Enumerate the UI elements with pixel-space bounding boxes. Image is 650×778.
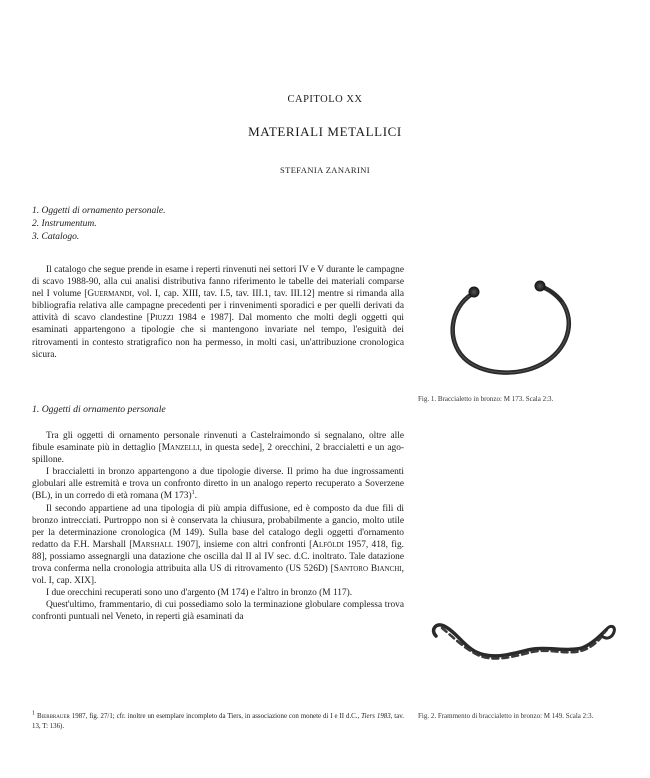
footnote: 1 Bierbrauer 1987, fig. 27/1; cfr. inoltre un esemplare incompleto da Tiers, in associazione con monete di I e II d.C., Tiers 1983, tav. 13, T: 136).: [32, 710, 404, 730]
paragraph: Il secondo appartiene ad una tipologia di più ampia diffusione, ed è composto da due fili di bronzo intrecciati. Purtroppo non si è conservata la chiusura, probabilmente a gancio, molto utile per la determinazione cronologica (M 149). Sulla base del catalogo degli oggetti d'ornamento redatto da F.H. Marshall [Marshall 1907], insieme con altri confronti [Alföldi 1957, 418, fig. 88], possiamo assegnargli una datazione che oscilla dal II al IV sec. d.C. inoltrato. Tale datazione trova conferma nella cronologia attribuita alla US di ritrovamento (US 526D) [Santoro Bianchi, vol. I, cap. XIX].: [32, 503, 404, 587]
chapter-label: CAPITOLO XX: [287, 94, 363, 105]
author-name: STEFANIA ZANARINI: [280, 165, 370, 175]
paragraph: I braccialetti in bronzo appartengono a due tipologie diverse. Il primo ha due ingrossamenti globulari alle estremità e trova un confronto diretto in un analogo reperto recuperato a Soverzene (BL), in un corredo di età romana (M 173)$^1$.: [32, 467, 404, 502]
toc-item: 3. Catalogo.: [32, 232, 80, 242]
figure-1-caption: Fig. 1. Braccialetto in bronzo: M 173. Scala 2:3.: [418, 395, 554, 403]
table-of-contents: [32, 205, 166, 244]
chapter-title: MATERIALI METALLICI: [248, 124, 402, 139]
intro-paragraph: Il catalogo che segue prende in esame i reperti rinvenuti nei settori IV e V durante le campagne di scavo 1988-90, alla cui analisi distributiva fanno riferimento le tabelle dei materiali comparse nel I volume [Guermandi, vol. I, cap. XIII, tav. I.5, tav. III.1, tav. III.12] mentre si rimanda alla bibliografia relativa alle campagne precedenti per i rinvenimenti sporadici e per quelli derivati da attività di scavo clandestine [Piuzzi 1984 e 1987]. Dal momento che molti degli oggetti qui esaminati appartengono a tipologie che si mantengono invariate nel tempo, l'esiguità dei ritrovamenti in contesto stratigrafico non ha permesso, in molti casi, un'attribuzione cronologica sicura.: [32, 265, 404, 360]
figure-2-caption: Fig. 2. Frammento di braccialetto in bronzo: M 149. Scala 2:3.: [418, 712, 594, 720]
paragraph: I due orecchini recuperati sono uno d'argento (M 174) e l'altro in bronzo (M 117).: [46, 588, 353, 599]
toc-item: 2. Instrumentum.: [32, 219, 97, 229]
paragraph: Quest'ultimo, frammentario, di cui possediamo solo la terminazione globulare complessa trova confronti puntuali nel Veneto, in reperti già esaminati da: [32, 600, 404, 623]
paragraph: Tra gli oggetti di ornamento personale rinvenuti a Castelraimondo si segnalano, oltre alle fibule esaminate più in dettaglio [Manzelli, in questa sede], 2 orecchini, 2 braccialetti e un ago-spillone.: [32, 431, 404, 466]
section-body: [32, 430, 404, 624]
section-heading: 1. Oggetti di ornamento personale: [32, 404, 166, 415]
toc-item: 1. Oggetti di ornamento personale.: [32, 206, 166, 216]
figure-2-bracelet-fragment-image: [416, 590, 624, 705]
figure-1-bracelet-image: [416, 262, 624, 387]
